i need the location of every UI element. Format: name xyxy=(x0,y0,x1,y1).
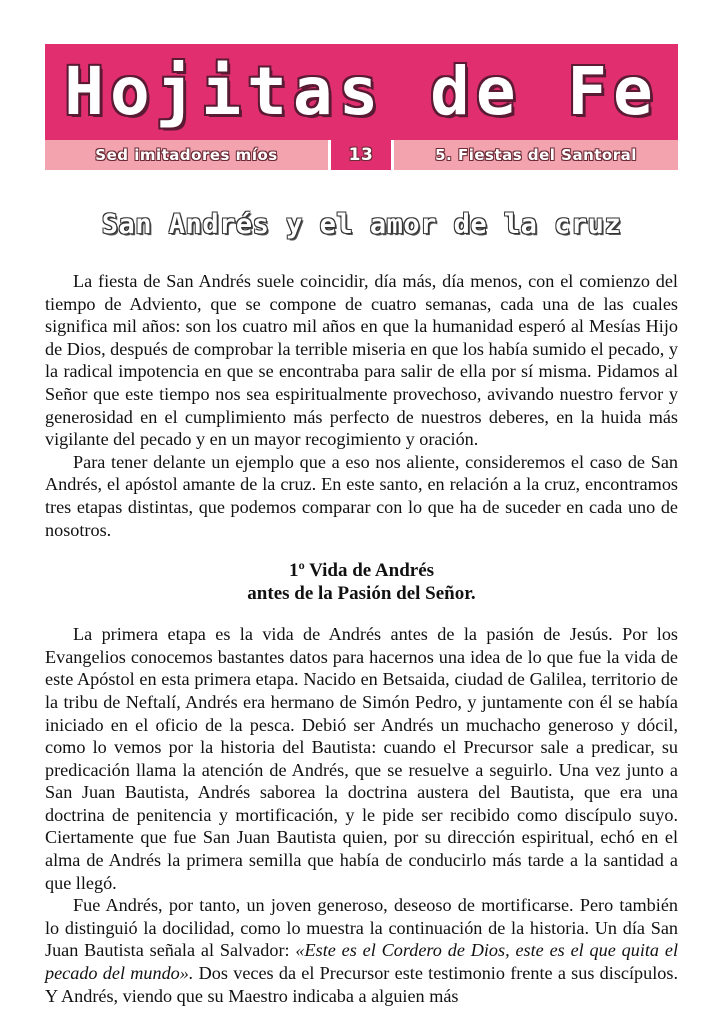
series-caption: 5. Fiestas del Santoral xyxy=(394,140,678,170)
motto-caption: Sed imitadores míos xyxy=(45,140,328,170)
publication-title: Hojitas de Fe xyxy=(64,53,659,130)
paragraph-4 xyxy=(45,894,678,1007)
paragraph-1: La fiesta de San Andrés suele coincidir, día más, día menos, con el comienzo del tiempo de Adviento, que se compone de cuatro semanas, cada una de las cuales significa mil años: son los cuatro mil años en que la humanidad esperó al Mesías Hijo de Dios, después de comprobar la terrible miseria en que los había sumido el pecado, y la radical impotencia en que se encontraba para salir de ella por sí misma. Pidamos al Señor que este tiempo nos sea espiritualmente provechoso, avivando nuestro fervor y generosidad en el cumplimiento más perfecto de nuestros deberes, en la huida más vigilante del pecado y en un mayor recogimiento y oración. xyxy=(45,271,678,450)
paragraph-3: La primera etapa es la vida de Andrés antes de la pasión de Jesús. Por los Evangelios conocemos bastantes datos para hacernos una idea de lo que fue la vida de este Apóstol en esta primera etapa. Nacido en Betsaida, ciudad de Galilea, territorio de la tribu de Neftalí, Andrés era hermano de Simón Pedro, y juntamente con él se había iniciado en el oficio de la pesca. Debió ser Andrés un muchacho generoso y dócil, como lo vemos por la historia del Bautista: cuando el Precursor sale a predicar, su predicación llama la atención de Andrés, que se resuelve a seguirlo. Una vez junto a San Juan Bautista, Andrés saborea la doctrina austera del Bautista, que era una doctrina de penitencia y mortificación, y le pide ser recibido como discípulo suyo. Ciertamente que fue San Juan Bautista quien, por su dirección espiritual, echó en el alma de Andrés la primera semilla que había de conducirlo más tarde a la santidad a que llegó. xyxy=(45,624,678,893)
section-heading xyxy=(45,559,678,605)
paragraph-4-start: Fue Andrés, por tanto, un joven generoso, deseoso de mortificarse. Pero también lo distinguió la docilidad, como lo muestra la continuación de la historia. Un día San Juan Bautista señala al Salvador: xyxy=(45,895,678,961)
issue-number: 13 xyxy=(331,140,391,170)
gospel-quote: «Este es el Cordero de Dios, este es el que quita el pecado del mundo». xyxy=(45,940,678,984)
masthead-banner xyxy=(45,44,678,140)
section-heading-line-2: antes de la Pasión del Señor. xyxy=(247,583,476,605)
masthead xyxy=(45,44,678,170)
paragraph-2: Para tener delante un ejemplo que a eso nos aliente, consideremos el caso de San Andrés, el apóstol amante de la cruz. En este santo, en relación a la cruz, encontramos tres etapas distintas, que podemos comparar con lo que ha de suceder en cada uno de nosotros. xyxy=(45,451,678,540)
article-body xyxy=(45,270,678,1007)
section-heading-line-1: 1º Vida de Andrés xyxy=(288,560,435,582)
paragraph-4-end: Dos veces da el Precursor este testimonio frente a sus discípulos. Y Andrés, viendo que su Maestro indicaba a alguien más xyxy=(45,963,678,1006)
masthead-subbar xyxy=(45,140,678,170)
article-title: San Andrés y el amor de la cruz xyxy=(101,209,622,240)
